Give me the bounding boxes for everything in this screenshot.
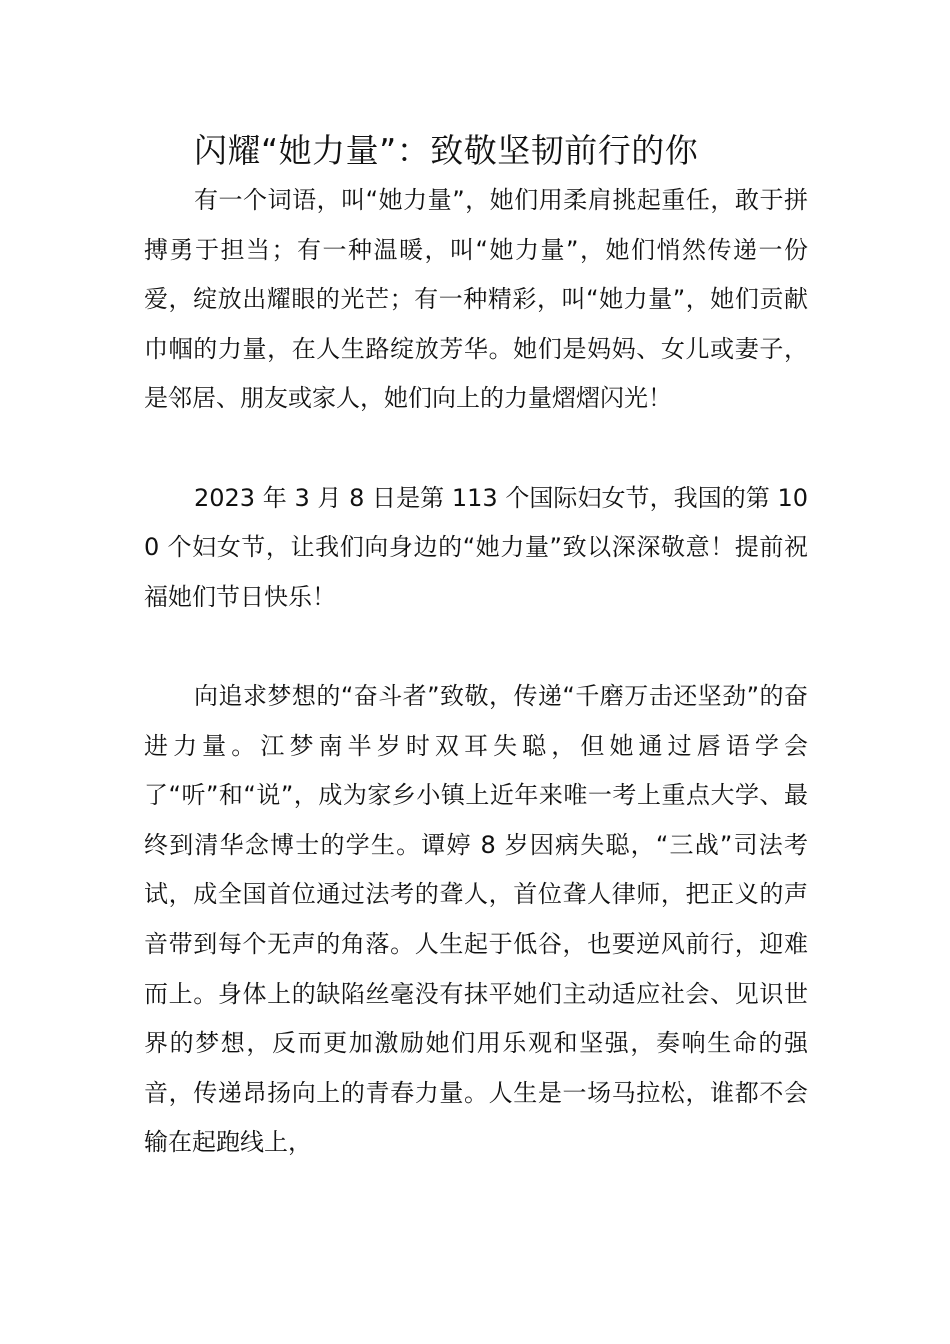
document-body — [144, 126, 808, 1168]
document-title: 闪耀“她力量”：致敬坚韧前行的你 — [194, 131, 699, 170]
paragraph-strivers: 向追求梦想的“奋斗者”致敬，传递“千磨万击还坚劲”的奋进力量。江梦南半岁时双耳失聪，但她通过唇语学会了“听”和“说”，成为家乡小镇上近年来唯一考上重点大学、最终到清华念博士的学生。谭婷 8 岁因病失聪，“三战”司法考试，成全国首位通过法考的聋人，首位聋人律师，把正义的声音带到每个无声的角落。人生起于低谷，也要逆风前行，迎难而上。身体上的缺陷丝毫没有抹平她们主动适应社会、见识世界的梦想，反而更加激励她们用乐观和坚强，奏响生命的强音，传递昂扬向上的青春力量。人生是一场马拉松，谁都不会输在起跑线上， — [144, 681, 808, 1157]
paragraph-intro: 有一个词语，叫“她力量”，她们用柔肩挑起重任，敢于拼搏勇于担当；有一种温暖，叫“她力量”，她们悄然传递一份爱，绽放出耀眼的光芒；有一种精彩，叫“她力量”，她们贡献巾帼的力量，在人生路绽放芳华。她们是妈妈、女儿或妻子，是邻居、朋友或家人，她们向上的力量熠熠闪光！ — [144, 186, 808, 413]
paragraph-womens-day: 2023 年 3 月 8 日是第 113 个国际妇女节，我国的第 100 个妇女节，让我们向身边的“她力量”致以深深敬意！提前祝福她们节日快乐！ — [144, 483, 808, 611]
